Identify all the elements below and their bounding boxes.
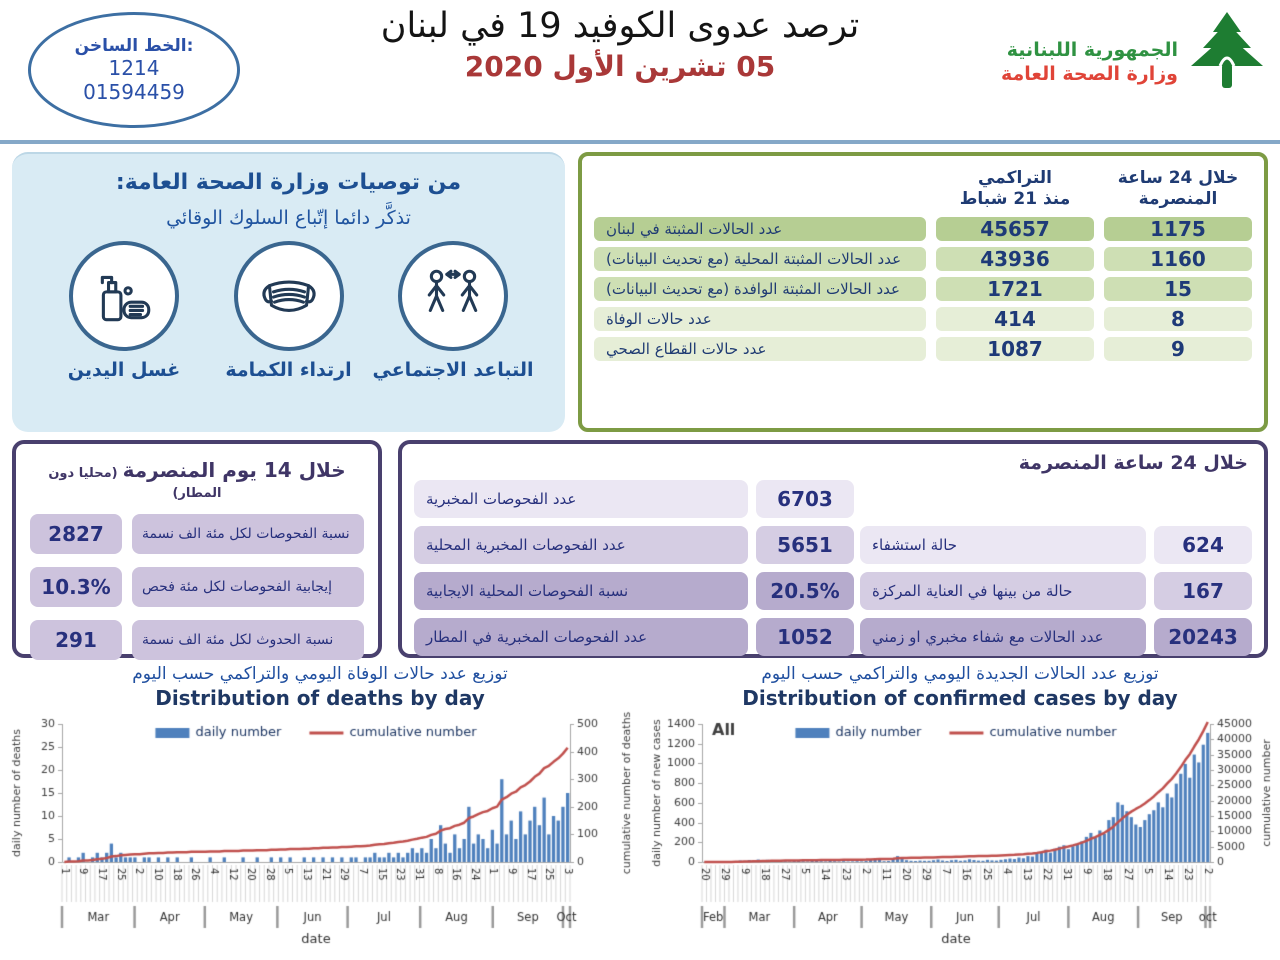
- stat-label: حالة استشفاء: [860, 526, 1146, 564]
- recommendations-box: [12, 152, 565, 432]
- stat-value: 624: [1154, 526, 1252, 564]
- daily-stats-title: خلال 24 ساعة المنصرمة: [1018, 452, 1248, 474]
- hotline-number-short: 1214: [108, 56, 160, 80]
- stat-value: 20.5%: [756, 572, 854, 610]
- stat-label: حالة من بينها في العناية المركزة: [860, 572, 1146, 610]
- ministry-logo-block: [1001, 8, 1268, 116]
- table-row: [594, 337, 1252, 361]
- cumulative-value: 1721: [936, 277, 1094, 301]
- hotline-number-long: 01594459: [83, 80, 185, 104]
- deaths-chart-canvas: [6, 710, 634, 948]
- stat-value: 291: [30, 620, 122, 660]
- stat-value: 2827: [30, 514, 122, 554]
- fortnight-row: [30, 567, 364, 607]
- stat-value: 167: [1154, 572, 1252, 610]
- recommendation-label: ارتداء الكمامة: [225, 359, 352, 381]
- page-title: ترصد عدوى الكوفيد 19 في لبنان: [380, 6, 860, 46]
- mask-icon: [234, 241, 344, 351]
- cases-chart-title-en: Distribution of confirmed cases by day: [742, 686, 1178, 710]
- recommendation-label: غسل اليدين: [67, 359, 181, 381]
- fortnight-row: [30, 514, 364, 554]
- cumulative-column-header: التراكمي منذ 21 شباط: [959, 168, 1071, 210]
- daily-stat-row: [860, 618, 1252, 656]
- header-titles: [280, 6, 960, 83]
- deaths-chart-title-ar: توزيع عدد حالات الوفاة اليومي والتراكمي حسب اليوم: [132, 664, 508, 684]
- cases-chart-block: [646, 664, 1274, 948]
- daily-stat-row: [860, 526, 1252, 564]
- daily-stat-row: [414, 480, 854, 518]
- last24h-column-header: خلال 24 ساعة المنصرمة: [1117, 168, 1239, 210]
- daily-stat-row: [414, 618, 854, 656]
- table-row: [594, 217, 1252, 241]
- stat-label: عدد الفحوصات المخبرية: [414, 480, 748, 518]
- daily-stats-box: [398, 440, 1268, 658]
- daily-stats-right-column: [860, 526, 1252, 664]
- recommendation-label: التباعد الاجتماعي: [372, 359, 534, 381]
- cumulative-value: 414: [936, 307, 1094, 331]
- last24h-value: 9: [1104, 337, 1252, 361]
- last24h-value: 15: [1104, 277, 1252, 301]
- recommendation-item: [54, 241, 194, 381]
- recommendations-title: من توصيات وزارة الصحة العامة:: [115, 170, 462, 195]
- stat-value: 1052: [756, 618, 854, 656]
- hand-wash-icon: [69, 241, 179, 351]
- daily-stat-row: [414, 526, 854, 564]
- stat-label: عدد الفحوصات المخبرية المحلية: [414, 526, 748, 564]
- fortnight-row: [30, 620, 364, 660]
- stat-label: إيجابية الفحوصات لكل مئة فحص: [132, 567, 364, 607]
- cases-chart-title-ar: توزيع عدد الحالات الجديدة اليومي والتراكمي حسب اليوم: [761, 664, 1159, 684]
- fortnight-stats-box: [12, 440, 382, 658]
- stat-label: عدد الحالات مع شفاء مخبري او زمني: [860, 618, 1146, 656]
- row-label: عدد الحالات المثبتة المحلية (مع تحديث البيانات): [594, 247, 926, 271]
- daily-stat-row: [860, 572, 1252, 610]
- fortnight-title: خلال 14 يوم المنصرمة (محليا دون المطار): [48, 458, 346, 501]
- cumulative-value: 43936: [936, 247, 1094, 271]
- stat-value: 20243: [1154, 618, 1252, 656]
- stat-value: 5651: [756, 526, 854, 564]
- ministry-line2: وزارة الصحة العامة: [1000, 63, 1178, 85]
- recommendation-item: [219, 241, 359, 381]
- last24h-value: 8: [1104, 307, 1252, 331]
- ministry-line1: الجمهورية اللبنانية: [1006, 39, 1178, 61]
- last24h-value: 1175: [1104, 217, 1252, 241]
- stat-label: عدد الفحوصات المخبرية في المطار: [414, 618, 748, 656]
- row-label: عدد الحالات المثبتة في لبنان: [594, 217, 926, 241]
- cases-chart-canvas: [646, 710, 1274, 948]
- recommendations-items: [12, 229, 565, 381]
- table-row: [594, 247, 1252, 271]
- daily-stat-row: [414, 572, 854, 610]
- table-row: [594, 307, 1252, 331]
- header-divider: [0, 140, 1280, 144]
- daily-stats-left-column: [414, 480, 854, 664]
- table-row: [594, 277, 1252, 301]
- stat-value: 10.3%: [30, 567, 122, 607]
- recommendations-subtitle: تذكَّر دائما إتّباع السلوك الوقائي: [166, 207, 411, 229]
- social-distance-icon: [398, 241, 508, 351]
- stat-label: نسبة الفحوصات لكل مئة الف نسمة: [132, 514, 364, 554]
- deaths-chart-block: [6, 664, 634, 948]
- hotline-badge: [28, 12, 240, 128]
- cedar-tree-icon: [1186, 8, 1268, 116]
- stat-label: نسبة الحدوث لكل مئة الف نسمة: [132, 620, 364, 660]
- last24h-value: 1160: [1104, 247, 1252, 271]
- summary-table-header: [594, 162, 1252, 211]
- summary-table: [578, 152, 1268, 432]
- hotline-label: الخط الساخن:: [74, 36, 194, 56]
- stat-label: نسبة الفحوصات المحلية الايجابية: [414, 572, 748, 610]
- cumulative-value: 1087: [936, 337, 1094, 361]
- stat-value: 6703: [756, 480, 854, 518]
- row-label: عدد حالات الوفاة: [594, 307, 926, 331]
- row-label: عدد الحالات المثبتة الوافدة (مع تحديث البيانات): [594, 277, 926, 301]
- recommendation-item: [372, 241, 534, 381]
- deaths-chart-title-en: Distribution of deaths by day: [155, 686, 485, 710]
- report-date: 05 تشرين الأول 2020: [464, 50, 776, 83]
- row-label: عدد حالات القطاع الصحي: [594, 337, 926, 361]
- cumulative-value: 45657: [936, 217, 1094, 241]
